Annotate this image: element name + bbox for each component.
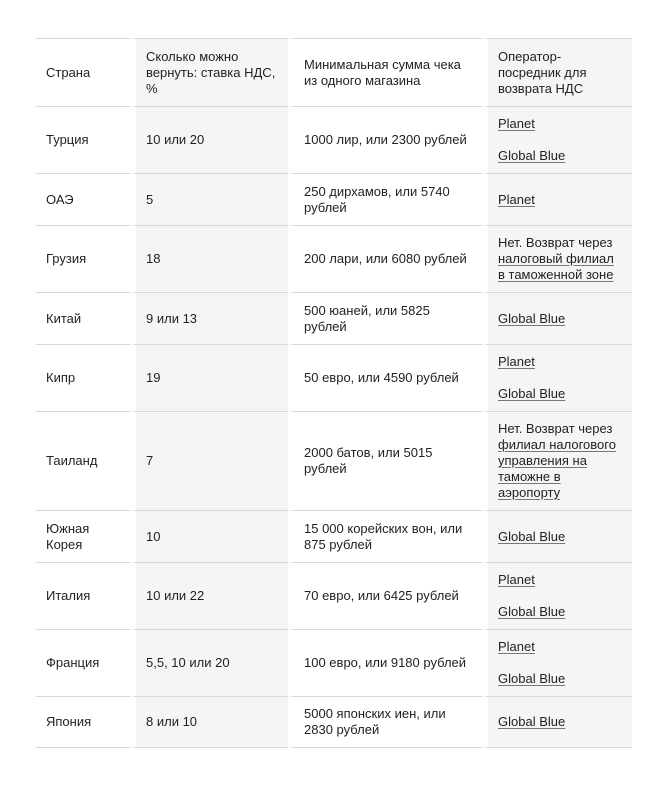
cell-operator xyxy=(482,106,632,173)
cell-operator xyxy=(482,411,632,510)
table-header-row xyxy=(36,38,632,106)
operator-link-planet[interactable]: Planet xyxy=(498,191,535,207)
cell-country: Южная Корея xyxy=(36,510,130,562)
table-row xyxy=(36,510,632,562)
cell-rate: 10 xyxy=(130,510,288,562)
cell-operator xyxy=(482,629,632,696)
cell-rate: 19 xyxy=(130,344,288,411)
header-country: Страна xyxy=(36,38,130,106)
header-rate: Сколько можно вернуть: ставка НДС, % xyxy=(130,38,288,106)
table-row xyxy=(36,562,632,629)
table-row xyxy=(36,106,632,173)
operator-link-global-blue[interactable]: Global Blue xyxy=(498,604,566,619)
operator-link-global-blue[interactable]: Global Blue xyxy=(498,386,566,401)
cell-min-sum: 70 евро, или 6425 рублей xyxy=(288,562,482,629)
cell-rate: 18 xyxy=(130,225,288,292)
cell-min-sum: 500 юаней, или 5825 рублей xyxy=(288,292,482,344)
header-min-sum: Минимальная сумма чека из одного магазина xyxy=(288,38,482,106)
cell-rate: 10 или 22 xyxy=(130,562,288,629)
table-row xyxy=(36,344,632,411)
table-row xyxy=(36,629,632,696)
cell-min-sum: 200 лари, или 6080 рублей xyxy=(288,225,482,292)
cell-min-sum: 2000 батов, или 5015 рублей xyxy=(288,411,482,510)
cell-operator xyxy=(482,173,632,225)
cell-country: Франция xyxy=(36,629,130,696)
table-row xyxy=(36,411,632,510)
cell-operator xyxy=(482,344,632,411)
cell-operator xyxy=(482,225,632,292)
operator-link-planet[interactable]: Planet xyxy=(498,572,535,587)
operator-note: Нет. Возврат через xyxy=(498,421,613,436)
operator-link-global-blue[interactable]: Global Blue xyxy=(498,714,566,729)
operator-link-global-blue[interactable]: Global Blue xyxy=(498,671,566,686)
cell-country: Япония xyxy=(36,696,130,748)
operator-link-global-blue[interactable]: Global Blue xyxy=(498,148,566,163)
cell-min-sum: 15 000 корейских вон, или 875 рублей xyxy=(288,510,482,562)
cell-min-sum: 50 евро, или 4590 рублей xyxy=(288,344,482,411)
cell-country: Италия xyxy=(36,562,130,629)
cell-min-sum: 5000 японских иен, или 2830 рублей xyxy=(288,696,482,748)
operator-link-planet[interactable]: Planet xyxy=(498,116,535,131)
cell-operator xyxy=(482,510,632,562)
operator-link-planet[interactable]: Planet xyxy=(498,354,535,369)
cell-rate: 10 или 20 xyxy=(130,106,288,173)
table-row xyxy=(36,696,632,748)
table-row xyxy=(36,225,632,292)
table-row xyxy=(36,173,632,225)
vat-refund-table xyxy=(36,38,632,748)
vat-table-container xyxy=(36,38,632,748)
operator-link-global-blue[interactable]: Global Blue xyxy=(498,528,566,544)
cell-operator xyxy=(482,292,632,344)
operator-note: Нет. Возврат через xyxy=(498,235,613,250)
cell-rate: 5 xyxy=(130,173,288,225)
tax-office-link[interactable]: филиал налогового управления на таможне в аэропорту xyxy=(498,437,616,500)
cell-country: Китай xyxy=(36,292,130,344)
cell-country: Таиланд xyxy=(36,411,130,510)
operator-link-planet[interactable]: Planet xyxy=(498,639,535,654)
cell-min-sum: 250 дирхамов, или 5740 рублей xyxy=(288,173,482,225)
cell-rate: 7 xyxy=(130,411,288,510)
cell-min-sum: 100 евро, или 9180 рублей xyxy=(288,629,482,696)
operator-link-global-blue[interactable]: Global Blue xyxy=(498,310,566,326)
cell-country: ОАЭ xyxy=(36,173,130,225)
cell-min-sum: 1000 лир, или 2300 рублей xyxy=(288,106,482,173)
cell-rate: 9 или 13 xyxy=(130,292,288,344)
cell-operator xyxy=(482,696,632,748)
cell-rate: 8 или 10 xyxy=(130,696,288,748)
cell-country: Турция xyxy=(36,106,130,173)
tax-office-link[interactable]: налоговый филиал в таможенной зоне xyxy=(498,251,614,282)
table-row xyxy=(36,292,632,344)
cell-country: Грузия xyxy=(36,225,130,292)
header-operator: Оператор-посредник для возврата НДС xyxy=(482,38,632,106)
cell-operator xyxy=(482,562,632,629)
cell-rate: 5,5, 10 или 20 xyxy=(130,629,288,696)
cell-country: Кипр xyxy=(36,344,130,411)
